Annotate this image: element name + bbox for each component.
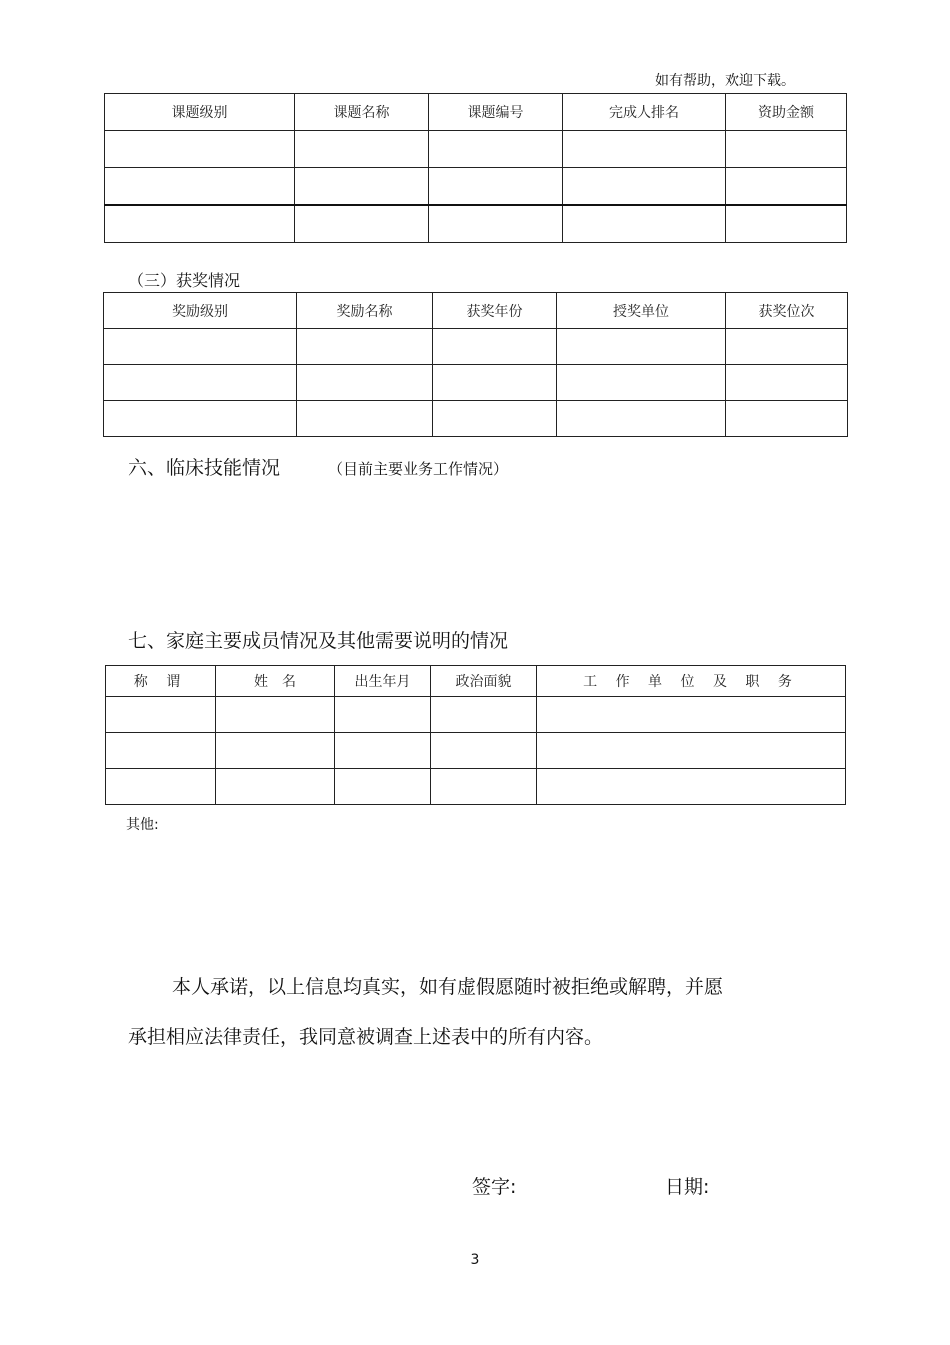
input-cell[interactable] — [726, 168, 847, 206]
input-cell[interactable] — [431, 769, 537, 805]
table-row — [104, 329, 848, 365]
date-label: 日期: — [665, 1176, 710, 1198]
input-cell[interactable] — [557, 401, 726, 437]
header-cell: 课题名称 — [295, 94, 429, 131]
header-cell: 奖励级别 — [104, 293, 297, 329]
input-cell[interactable] — [216, 733, 335, 769]
input-cell[interactable] — [105, 168, 295, 206]
input-cell[interactable] — [726, 329, 848, 365]
pledge-line-2: 承担相应法律责任，我同意被调查上述表中的所有内容。 — [128, 1026, 604, 1048]
input-cell[interactable] — [106, 733, 216, 769]
input-cell[interactable] — [335, 733, 431, 769]
table-row — [105, 131, 847, 168]
family-table-header — [106, 666, 846, 697]
input-cell[interactable] — [104, 329, 297, 365]
table-row — [104, 401, 848, 437]
input-cell[interactable] — [431, 733, 537, 769]
header-cell: 资助金额 — [726, 94, 847, 131]
input-cell[interactable] — [297, 329, 433, 365]
input-cell[interactable] — [295, 205, 429, 243]
family-table — [105, 665, 846, 805]
header-cell: 课题级别 — [105, 94, 295, 131]
page-number: 3 — [470, 1252, 480, 1268]
input-cell[interactable] — [433, 401, 557, 437]
input-cell[interactable] — [105, 131, 295, 168]
section7-title: 七、家庭主要成员情况及其他需要说明的情况 — [128, 630, 509, 652]
projects-table — [104, 93, 847, 243]
input-cell[interactable] — [726, 131, 847, 168]
header-note: 如有帮助，欢迎下载。 — [655, 73, 795, 89]
table-row — [106, 697, 846, 733]
header-cell: 奖励名称 — [297, 293, 433, 329]
input-cell[interactable] — [297, 401, 433, 437]
awards-table — [103, 292, 848, 437]
input-cell[interactable] — [106, 697, 216, 733]
input-cell[interactable] — [216, 697, 335, 733]
input-cell[interactable] — [429, 168, 563, 206]
header-cell: 获奖年份 — [433, 293, 557, 329]
input-cell[interactable] — [557, 365, 726, 401]
section6-title: 六、临床技能情况 — [128, 457, 281, 479]
signature-label: 签字: — [472, 1176, 517, 1198]
pledge-line-1: 本人承诺，以上信息均真实，如有虚假愿随时被拒绝或解聘，并愿 — [172, 976, 724, 998]
input-cell[interactable] — [563, 205, 726, 243]
input-cell[interactable] — [537, 769, 846, 805]
input-cell[interactable] — [104, 401, 297, 437]
input-cell[interactable] — [433, 329, 557, 365]
input-cell[interactable] — [563, 131, 726, 168]
input-cell[interactable] — [563, 168, 726, 206]
input-cell[interactable] — [429, 205, 563, 243]
input-cell[interactable] — [433, 365, 557, 401]
input-cell[interactable] — [429, 131, 563, 168]
table-row — [106, 733, 846, 769]
header-cell: 完成人排名 — [563, 94, 726, 131]
table-row — [105, 205, 847, 243]
table-row — [104, 365, 848, 401]
header-cell: 出生年月 — [335, 666, 431, 697]
input-cell[interactable] — [726, 205, 847, 243]
header-cell: 政治面貌 — [431, 666, 537, 697]
table-row — [105, 168, 847, 206]
table-row — [106, 769, 846, 805]
header-cell: 姓 名 — [216, 666, 335, 697]
header-cell: 获奖位次 — [726, 293, 848, 329]
input-cell[interactable] — [216, 769, 335, 805]
input-cell[interactable] — [335, 769, 431, 805]
other-label: 其他: — [126, 817, 159, 833]
input-cell[interactable] — [297, 365, 433, 401]
awards-heading: （三）获奖情况 — [128, 271, 241, 290]
header-cell: 称 谓 — [106, 666, 216, 697]
input-cell[interactable] — [537, 697, 846, 733]
input-cell[interactable] — [335, 697, 431, 733]
header-cell: 授奖单位 — [557, 293, 726, 329]
input-cell[interactable] — [106, 769, 216, 805]
input-cell[interactable] — [104, 365, 297, 401]
input-cell[interactable] — [295, 168, 429, 206]
input-cell[interactable] — [537, 733, 846, 769]
header-cell: 课题编号 — [429, 94, 563, 131]
input-cell[interactable] — [105, 205, 295, 243]
awards-table-header — [104, 293, 848, 329]
header-cell: 工 作 单 位 及 职 务 — [537, 666, 846, 697]
input-cell[interactable] — [726, 365, 848, 401]
input-cell[interactable] — [295, 131, 429, 168]
input-cell[interactable] — [557, 329, 726, 365]
projects-table-header — [105, 94, 847, 131]
input-cell[interactable] — [726, 401, 848, 437]
section6-note: （目前主要业务工作情况） — [328, 460, 509, 478]
input-cell[interactable] — [431, 697, 537, 733]
